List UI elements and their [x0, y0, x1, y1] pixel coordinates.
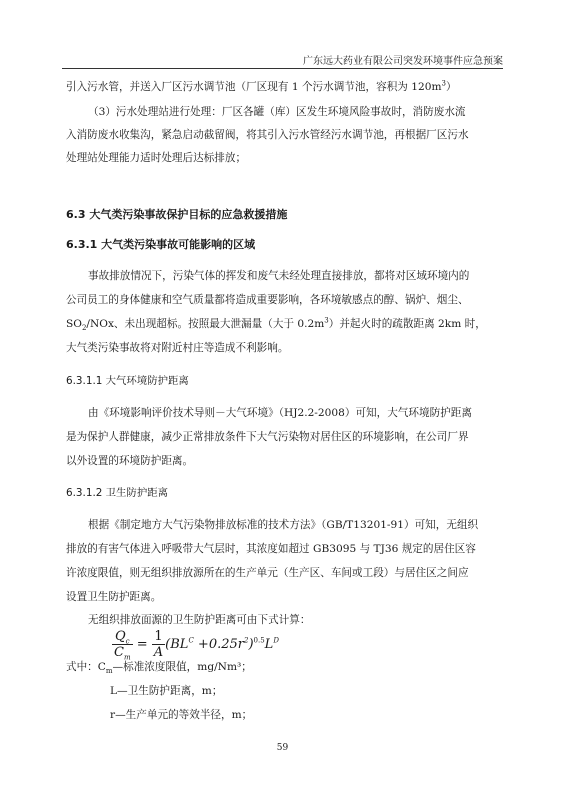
- paragraph-line: （3）污水处理站进行处理：厂区各罐（库）区发生环境风险事故时，消防废水流: [88, 106, 466, 118]
- paragraph-line: 排放的有害气体进入呼吸带大气层时，其浓度如超过 GB3095 与 TJ36 规定的居住区容: [66, 543, 476, 555]
- denominator: A: [153, 645, 164, 660]
- fraction-lhs: [112, 629, 133, 660]
- definition-line: r—生产单元的等效半径，m；: [110, 709, 253, 721]
- text: 引入污水管，并送入厂区污水调节池（厂区现有 1 个污水调节池，容积为 120m: [66, 81, 442, 93]
- definition-line: L—卫生防护距离，m；: [110, 685, 223, 697]
- superscript: 2: [243, 636, 249, 645]
- subscript: m: [105, 667, 113, 674]
- paragraph-line: 无组织排放面源的卫生防护距离可由下式计算：: [88, 614, 311, 626]
- numerator: [112, 629, 133, 645]
- symbol: C: [114, 645, 124, 660]
- numerator: 1: [152, 629, 165, 645]
- paragraph-line: 以外设置的环境防护距离。: [66, 455, 194, 467]
- superscript: D: [273, 636, 279, 645]
- paragraph-line: 是为保护人群健康，减少正常排放条件下大气污染物对居住区的环境影响，在公司厂界: [66, 431, 469, 443]
- subscript: m: [123, 653, 131, 662]
- paragraph-line: 设置卫生防护距离。: [66, 591, 162, 603]
- superscript: 3: [441, 80, 446, 88]
- page-number: 59: [276, 743, 289, 753]
- subscript: 2: [81, 324, 87, 331]
- text: 式中：C: [66, 661, 106, 673]
- term: ): [248, 637, 254, 652]
- paragraph-line: 大气类污染事故将对附近村庄等造成不利影响。: [66, 342, 289, 354]
- subsubsection-heading: 6.3.1.1 大气环境防护距离: [66, 375, 189, 387]
- paragraph-line: 根据《制定地方大气污染物排放标准的技术方法》（GB/T13201-91）可知，无组织: [88, 519, 479, 531]
- subscript: c: [125, 637, 130, 646]
- denominator: [112, 645, 133, 660]
- paragraph-line: [66, 80, 502, 94]
- superscript: 0.5: [253, 636, 265, 645]
- running-header: 广东远大药业有限公司突发环境事件应急预案: [303, 56, 503, 67]
- subsubsection-heading: 6.3.1.2 卫生防护距离: [66, 487, 168, 499]
- superscript: C: [188, 636, 194, 645]
- text: SO: [66, 318, 82, 330]
- symbol: Q: [115, 629, 126, 644]
- paragraph-line: 事故排放情况下，污染气体的挥发和废气未经处理直接排放，都将对区域环境内的: [88, 270, 470, 282]
- formula: [112, 629, 279, 660]
- text: ）并起火时的疏散距离 2km 时，: [328, 318, 486, 330]
- paragraph-line: 由《环境影响评价技术导则－大气环境》（HJ2.2-2008）可知，大气环境防护距离: [88, 407, 472, 419]
- equals-sign: =: [136, 637, 148, 652]
- paragraph-line: [66, 317, 502, 331]
- term: (BL: [165, 637, 189, 652]
- symbol: L: [264, 637, 274, 652]
- header-rule: [62, 68, 503, 69]
- definition-line: [66, 660, 502, 674]
- text: /NOx、未出现超标。按照最大泄漏量（大于 0.2m: [86, 318, 325, 330]
- superscript: 3: [324, 317, 329, 325]
- text: ）: [445, 81, 457, 93]
- paragraph-line: 公司员工的身体健康和空气质量都将造成重要影响，各环境敏感点的醇、锅炉、烟尘、: [66, 294, 469, 306]
- paragraph-line: 许浓度限值，则无组织排放源所在的生产单元（生产区、车间或工段）与居住区之间应: [66, 567, 469, 579]
- paragraph-line: 入消防废水收集沟，紧急启动截留阀，将其引入污水管经污水调节池，再根据厂区污水: [66, 129, 469, 141]
- section-heading: 6.3 大气类污染事故保护目标的应急救援措施: [66, 208, 288, 221]
- text: —标准浓度限值，mg/Nm³；: [112, 661, 252, 673]
- paragraph-line: 处理站处理能力适时处理后达标排放；: [66, 152, 247, 164]
- subsection-heading: 6.3.1 大气类污染事故可能影响的区域: [66, 238, 256, 251]
- fraction-coef: [152, 629, 165, 660]
- term: +0.25r: [193, 637, 244, 652]
